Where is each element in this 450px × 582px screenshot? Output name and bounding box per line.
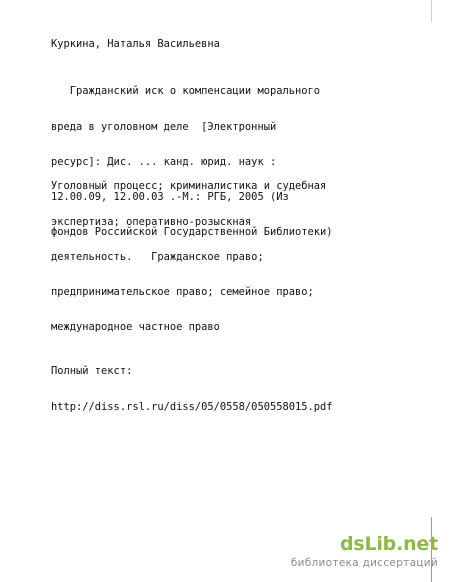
fulltext-label: Полный текст: — [51, 365, 133, 378]
dslib-tagline: библиотека диссертаций — [290, 557, 438, 569]
fulltext-block — [51, 343, 333, 425]
dslib-logo — [291, 533, 438, 555]
subject-line: предпринимательское право; семейное право; — [51, 285, 314, 298]
subject-line: Уголовный процесс; криминалистика и судебная — [51, 180, 327, 193]
citation-line: Гражданский иск о компенсации морального — [51, 85, 320, 98]
dslib-watermark[interactable] — [291, 533, 438, 570]
citation-line: 12.00.09, 12.00.03 .-М.: РГБ, 2005 (Из — [51, 190, 289, 203]
author-name: Куркина, Наталья Васильевна — [51, 38, 220, 50]
subject-line: деятельность. Гражданское право; — [51, 250, 264, 263]
page-margin-line-top — [431, 0, 432, 22]
citation-line: фондов Российской Государственной Библиотеки) — [51, 225, 333, 238]
logo-ds: ds — [339, 533, 365, 555]
citation-line: вреда в уголовном деле [Электронный — [51, 120, 277, 133]
logo-lib: Lib — [364, 533, 397, 555]
subject-line: экспертиза; оперативно-розыскная — [51, 215, 252, 228]
fulltext-link[interactable]: http://diss.rsl.ru/diss/05/0558/050558015.pdf — [51, 400, 333, 413]
logo-net: .net — [396, 533, 438, 555]
citation-line: ресурс]: Дис. ... канд. юрид. наук : — [51, 155, 277, 168]
subjects-block — [51, 158, 326, 345]
subject-line: международное частное право — [51, 320, 220, 333]
